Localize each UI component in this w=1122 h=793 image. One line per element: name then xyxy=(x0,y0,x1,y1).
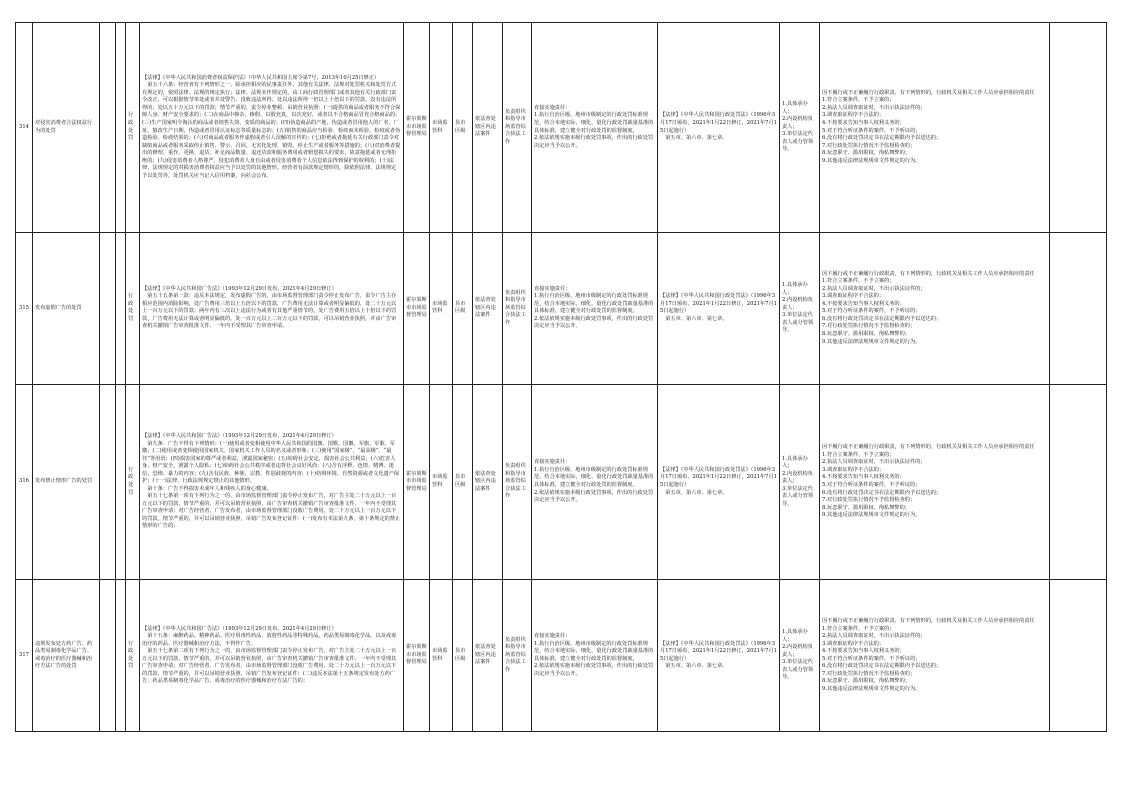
table-row xyxy=(16,384,1107,579)
responsibility-items: 直接实施责任： 1.执行自治区级、地州市级制定的行政处罚标准规范，结合本地实际，细化、量化行政处罚裁量基准的具体标准，建立健全对行政处罚的监督制度。 2.依法依规实施本级行政处罚事项，作出的行政处罚决定应当予以公开。 xyxy=(532,23,658,233)
power-list-table xyxy=(15,22,1107,732)
row-number: 317 xyxy=(16,580,33,732)
item-name: 违规发布处方药广告、药品类易制毒化学品广告、戒毒治疗的医疗器械和治疗方法广告的处罚 xyxy=(33,580,100,732)
item-name: 发布虚假广告的处罚 xyxy=(33,233,100,385)
division-level: 县市区级 xyxy=(453,23,473,233)
implementing-subject: 霍尔果斯市市场监督管理局 xyxy=(404,233,430,385)
responsible-unit: 市场监管科 xyxy=(430,384,453,579)
scope-of-authority: 依法查处辖区内违法案件 xyxy=(473,384,503,579)
division-level: 县市区级 xyxy=(453,384,473,579)
blank-cell xyxy=(1050,233,1107,385)
unit-duty: 负责组织和指导市场监管综合执法工作 xyxy=(503,580,532,732)
blank-cell xyxy=(100,23,116,233)
responsible-persons: 1.具体承办人； 2.内设机构负责人； 3.单位法定代表人或分管领导。 xyxy=(780,384,820,579)
responsibility-basis: 【法律】《中华人民共和国行政处罚法》（1996年3月17日颁布，2021年1月22日修订，2021年7月15日起施行） 第五章、第六章、第七章。 xyxy=(658,23,780,233)
responsibility-items: 直接实施责任： 1.执行自治区级、地州市级制定的行政处罚标准规范，结合本地实际，细化、量化行政处罚裁量基准的具体标准，建立健全对行政处罚的监督制度。 2.依法依规实施本级行政处罚事项，作出的行政处罚决定应当予以公开。 xyxy=(532,384,658,579)
legal-basis: 【法律】《中华人民共和国广告法》（1993年12月29日发布，2021年4月29日修订） 第十五条：麻醉药品、精神药品、医疗用毒性药品、放射性药品等特殊药品，药品类易制毒化学品，以及戒毒治疗的药品、医疗器械和治疗方法，不得作广告。 第五十七条第二项有下列行为之一的，由市场监督管理部门责令停止发布广告，对广告主处二十万元以上一百万元以下的罚款，情节严重的，并可以吊销营业执照，由广告审查机关撤销广告审查批准文件、一年内不受理其广告审查申请；对广告经营者、广告发布者，由市场监督管理部门没收广告费用，处二十万元以上一百万元以下的罚款，情节严重的，并可以吊销营业执照、吊销广告发布登记证件：(二)违反本法第十五条规定发布处方药广告、药品类易制毒化学品广告、戒毒治疗的医疗器械和治疗方法广告的； xyxy=(140,580,404,732)
item-name: 发布禁止情形广告的处罚 xyxy=(33,384,100,579)
row-number: 316 xyxy=(16,384,33,579)
division-level: 县市区级 xyxy=(453,233,473,385)
accountability-cases: 因不履行或不正确履行行政职责，有下列情形的，行政机关及相关工作人员应承担相应的责任 1.符合立案条件，不予立案的； 2.执法人员调查取证时，不出示执法证件的； 3.调查取证程序不合法的； 4.不按要求告知当事人权利义务的； 5.对于符合听证条件的案件，不予听证的； 6.没有将行政处罚决定书在法定期限内予以送达的； 7.对行政处罚执行情况不予监督检查的； 8.玩忽职守、滥用职权、徇私舞弊的； 9.其他违反法律法规规章文件规定的行为。 xyxy=(820,233,1050,385)
blank-cell xyxy=(1050,580,1107,732)
blank-cell xyxy=(116,580,126,732)
item-type: 行政处罚 xyxy=(126,233,140,385)
responsible-unit: 市场监管科 xyxy=(430,580,453,732)
blank-cell xyxy=(100,233,116,385)
responsibility-items: 直接实施责任： 1.执行自治区级、地州市级制定的行政处罚标准规范，结合本地实际，细化、量化行政处罚裁量基准的具体标准，建立健全对行政处罚的监督制度。 2.依法依规实施本级行政处罚事项，作出的行政处罚决定应当予以公开。 xyxy=(532,233,658,385)
responsible-persons: 1.具体承办人； 2.内设机构负责人； 3.单位法定代表人或分管领导。 xyxy=(780,23,820,233)
blank-cell xyxy=(116,23,126,233)
division-level: 县市区级 xyxy=(453,580,473,732)
blank-cell xyxy=(116,384,126,579)
responsibility-basis: 【法律】《中华人民共和国行政处罚法》（1996年3月17日颁布，2021年1月22日修订，2021年7月15日起施行） 第五章、第六章、第七章。 xyxy=(658,580,780,732)
row-number: 315 xyxy=(16,233,33,385)
item-type: 行政处罚 xyxy=(126,580,140,732)
blank-cell xyxy=(116,233,126,385)
accountability-cases: 因不履行或不正确履行行政职责，有下列情形的，行政机关及相关工作人员应承担相应的责任 1.符合立案条件，不予立案的； 2.执法人员调查取证时，不出示执法证件的； 3.调查取证程序不合法的； 4.不按要求告知当事人权利义务的； 5.对于符合听证条件的案件，不予听证的； 6.没有将行政处罚决定书在法定期限内予以送达的； 7.对行政处罚执行情况不予监督检查的； 8.玩忽职守、滥用职权、徇私舞弊的； 9.其他违反法律法规规章文件规定的行为。 xyxy=(820,23,1050,233)
accountability-cases: 因不履行或不正确履行行政职责，有下列情形的，行政机关及相关工作人员应承担相应的责任 1.符合立案条件，不予立案的； 2.执法人员调查取证时，不出示执法证件的； 3.调查取证程序不合法的； 4.不按要求告知当事人权利义务的； 5.对于符合听证条件的案件，不予听证的； 6.没有将行政处罚决定书在法定期限内予以送达的； 7.对行政处罚执行情况不予监督检查的； 8.玩忽职守、滥用职权、徇私舞弊的； 9.其他违反法律法规规章文件规定的行为。 xyxy=(820,384,1050,579)
blank-cell xyxy=(1050,23,1107,233)
legal-basis: 【法律】《中华人民共和国广告法》（1993年12月29日发布，2021年4月29日修订） 第九条：广告不得有下列情形：(一)使用或者变相使用中华人民共和国的国旗、国歌、国徽，军旗、军歌、军徽；(二)使用或者变相使用国家机关、国家机关工作人员的名义或者形象；(三)使用“国家级”、“最高级”、“最佳”等用语；(四)损害国家的尊严或者利益，泄露国家秘密；(五)妨碍社会安定，损害社会公共利益；(六)危害人身、财产安全，泄露个人隐私；(七)妨碍社会公共秩序或者违背社会良好风尚；(八)含有淫秽、色情、赌博、迷信、恐怖、暴力的内容；(九)含有民族、种族、宗教、性别歧视的内容；(十)妨碍环境、自然资源或者文化遗产保护；(十一)法律、行政法规规定禁止的其他情形。 第十条：广告不得损害未成年人和残疾人的身心健康。 第五十七条第一项有下列行为之一的，由市场监督管理部门责令停止发布广告，对广告主处二十万元以上一百万元以下的罚款，情节严重的，并可以吊销营业执照，由广告审查机关撤销广告审查批准文件、一年内不受理其广告审查申请；对广告经营者、广告发布者，由市场监督管理部门没收广告费用，处二十万元以上一百万元以下的罚款，情节严重的，并可以吊销营业执照、吊销广告发布登记证件：(一)发布有本法第九条、第十条规定的禁止情形的广告的； xyxy=(140,384,404,579)
responsibility-basis: 【法律】《中华人民共和国行政处罚法》（1996年3月17日颁布，2021年1月22日修订，2021年7月15日起施行） 第五章、第六章、第七章。 xyxy=(658,384,780,579)
row-number: 314 xyxy=(16,23,33,233)
blank-cell xyxy=(100,384,116,579)
implementing-subject: 霍尔果斯市市场监督管理局 xyxy=(404,384,430,579)
unit-duty: 负责组织和指导市场监管综合执法工作 xyxy=(503,23,532,233)
table-row xyxy=(16,580,1107,732)
legal-basis: 【法律】《中华人民共和国消费者权益保护法》（中华人民共和国主席令第7号，2013年10月25日修正） 第五十六条：经营者有下列情形之一，除承担相应的民事责任外，其他有关法律、法规对处罚机关和处罚方式有规定的，依照法律、法规的规定执行；法律、法规未作规定的，由工商行政管理部门或者其他有关行政部门责令改正，可以根据情节单处或者并处警告、没收违法所得、处以违法所得一倍以上十倍以下的罚款，没有违法所得的，处以五十万元以下的罚款；情节严重的，责令停业整顿、吊销营业执照：(一)提供的商品或者服务不符合保障人身、财产安全要求的；(二)在商品中掺杂、掺假，以假充真，以次充好，或者以不合格商品冒充合格商品的；(三)生产国家明令淘汰的商品或者销售失效、变质的商品的；(四)伪造商品的产地，伪造或者冒用他人的厂名、厂址，篡改生产日期，伪造或者冒用认证标志等质量标志的；(五)销售的商品应当检验、检疫而未检验、检疫或者伪造检验、检疫结果的；(六)对商品或者服务作虚假或者引人误解的宣传的；(七)拒绝或者拖延有关行政部门责令对缺陷商品或者服务采取停止销售、警示、召回、无害化处理、销毁、停止生产或者服务等措施的；(八)对消费者提出的修理、重作、更换、退货、补足商品数量、退还货款和服务费用或者赔偿损失的要求，故意拖延或者无理拒绝的；(九)侵害消费者人格尊严、侵犯消费者人身自由或者侵害消费者个人信息依法得到保护的权利的；(十)法律、法规规定的对损害消费者权益应当予以处罚的其他情形。经营者有前款规定情形的，除依照法律、法规规定予以处罚外，处罚机关应当记入信用档案，向社会公布。 xyxy=(140,23,404,233)
unit-duty: 负责组织和指导市场监管综合执法工作 xyxy=(503,233,532,385)
legal-basis: 【法律】《中华人民共和国广告法》（1993年12月29日发布，2021年4月29日修订） 第五十五条第一款：违反本法规定，发布虚假广告的，由市场监督管理部门责令停止发布广告，责令广告主在相应范围内消除影响，处广告费用三倍以上五倍以下的罚款，广告费用无法计算或者明显偏低的，处二十万元以上一百万元以下的罚款；两年内有三次以上违法行为或者有其他严重情节的，处广告费用五倍以上十倍以下的罚款，广告费用无法计算或者明显偏低的，处一百万元以上二百万元以下的罚款，可以吊销营业执照，并由广告审查机关撤销广告审查批准文件、一年内不受理其广告审查申请。 xyxy=(140,233,404,385)
scope-of-authority: 依法查处辖区内违法案件 xyxy=(473,233,503,385)
scope-of-authority: 依法查处辖区内违法案件 xyxy=(473,580,503,732)
blank-cell xyxy=(100,580,116,732)
responsibility-items: 直接实施责任： 1.执行自治区级、地州市级制定的行政处罚标准规范，结合本地实际，细化、量化行政处罚裁量基准的具体标准，建立健全对行政处罚的监督制度。 2.依法依规实施本级行政处罚事项，作出的行政处罚决定应当予以公开。 xyxy=(532,580,658,732)
responsible-persons: 1.具体承办人； 2.内设机构负责人； 3.单位法定代表人或分管领导。 xyxy=(780,233,820,385)
table-row xyxy=(16,233,1107,385)
unit-duty: 负责组织和指导市场监管综合执法工作 xyxy=(503,384,532,579)
responsibility-basis: 【法律】《中华人民共和国行政处罚法》（1996年3月17日颁布，2021年1月22日修订，2021年7月15日起施行） 第五章、第六章、第七章。 xyxy=(658,233,780,385)
implementing-subject: 霍尔果斯市市场监督管理局 xyxy=(404,580,430,732)
table-row xyxy=(16,23,1107,233)
blank-cell xyxy=(1050,384,1107,579)
item-name: 对侵害消费者合法权益行为的处罚 xyxy=(33,23,100,233)
accountability-cases: 因不履行或不正确履行行政职责，有下列情形的，行政机关及相关工作人员应承担相应的责任 1.符合立案条件，不予立案的； 2.执法人员调查取证时，不出示执法证件的； 3.调查取证程序不合法的； 4.不按要求告知当事人权利义务的； 5.对于符合听证条件的案件，不予听证的； 6.没有将行政处罚决定书在法定期限内予以送达的； 7.对行政处罚执行情况不予监督检查的； 8.玩忽职守、滥用职权、徇私舞弊的； 9.其他违反法律法规规章文件规定的行为。 xyxy=(820,580,1050,732)
responsible-unit: 市场监管科 xyxy=(430,233,453,385)
scope-of-authority: 依法查处辖区内违法案件 xyxy=(473,23,503,233)
implementing-subject: 霍尔果斯市市场监督管理局 xyxy=(404,23,430,233)
item-type: 行政处罚 xyxy=(126,384,140,579)
responsible-unit: 市场监管科 xyxy=(430,23,453,233)
responsible-persons: 1.具体承办人； 2.内设机构负责人； 3.单位法定代表人或分管领导。 xyxy=(780,580,820,732)
item-type: 行政处罚 xyxy=(126,23,140,233)
